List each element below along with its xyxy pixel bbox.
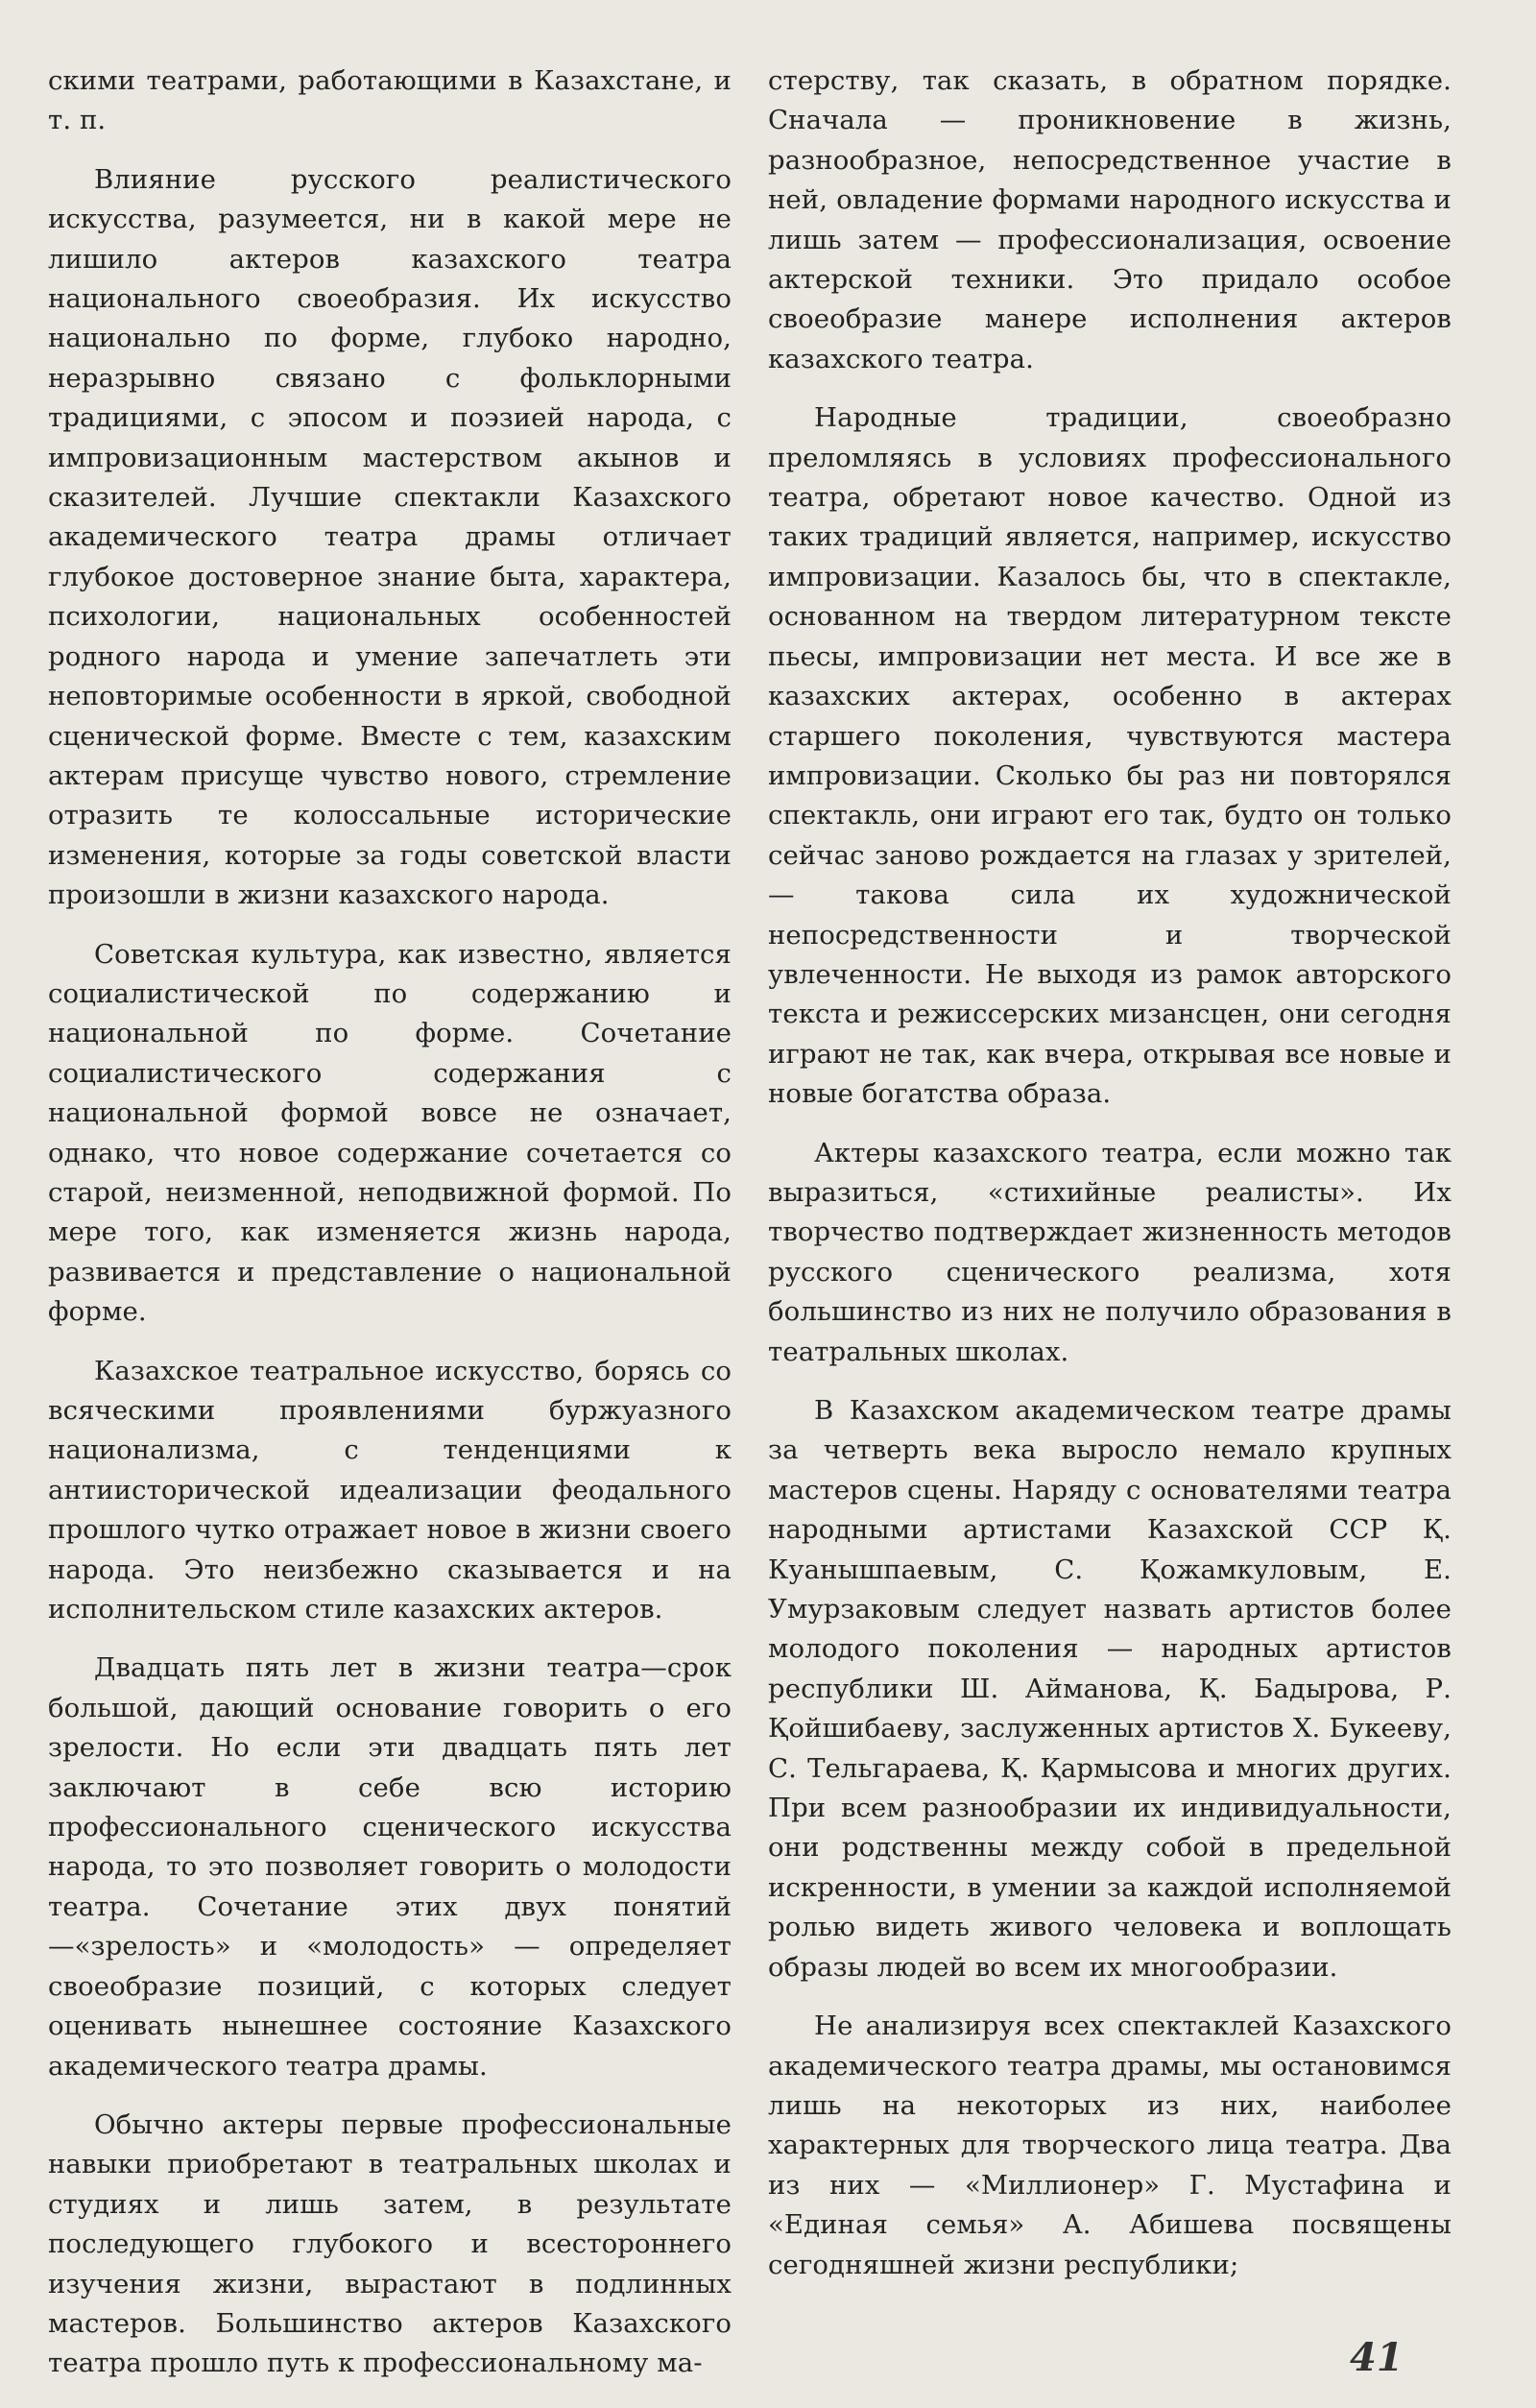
paragraph: Советская культура, как известно, является социалистической по содержанию и национальной по форме. Сочетание социалистического содержания с национальной формой вовсе не означает, однако, что новое содержание сочетается со старой, неизменной, неподвижной формой. По мере того, как изменяется жизнь народа, развивается и представление о национальной форме. [48,938,732,1328]
paragraph: В Казахском академическом театре драмы за четверть века выросло немало крупных мастеров сцены. Наряду с основателями театра народными артистами Казахской ССР Қ. Куанышпаевым, С. Қожамкуловым, Е. Умурзаковым следует назвать артистов более молодого поколения — народных артистов республики Ш. Айманова, Қ. Бадырова, Р. Қойшибаеву, заслуженных артистов Х. Букееву, С. Тельгараева, Қ. Қармысова и многих других. При всем разнообразии их индивидуальности, они родственны между собой в предельной искренности, в умении за каждой исполняемой ролью видеть живого человека и воплощать образы людей во всем их многообразии. [768,1395,1452,1983]
paragraph: Влияние русского реалистического искусства, разумеется, ни в какой мере не лишило актеров казахского театра национального своеобразия. Их искусство национально по форме, глубоко народно, неразрывно связано с фольклорными традициями, с эпосом и поэзией народа, с импровизационным мастерством акынов и сказителей. Лучшие спектакли Казахского академического театра драмы отличает глубокое достоверное знание быта, характера, психологии, национальных особенностей родного народа и умение запечатлеть эти неповторимые особенности в яркой, свободной сценической форме. Вместе с тем, казахским актерам присуще чувство нового, стремление отразить те колоссальные исторические изменения, которые за годы советской власти произошли в жизни казахского народа. [48,163,732,911]
paragraph: Казахское театральное искусство, борясь со всяческими проявлениями буржуазного национализма, с тенденциями к антиисторической идеализации феодального прошлого чутко отражает новое в жизни своего народа. Это неизбежно сказывается и на исполнительском стиле казахских актеров. [48,1355,732,1625]
paragraph: Не анализируя всех спектаклей Казахского академического театра драмы, мы остановимся лишь на некоторых из них, наиболее характерных для творческого лица театра. Два из них — «Миллионер» Г. Мустафина и «Единая семья» А. Абишева посвящены сегодняшней жизни республики; [768,2011,1452,2280]
paragraph: Двадцать пять лет в жизни театра—срок большой, дающий основание говорить о его зрелости. Но если эти двадцать пять лет заключают в себе всю историю профессионального сценического искусства народа, то это позволяет говорить о молодости театра. Сочетание этих двух понятий—«зрелость» и «молодость» — определяет своеобразие позиций, с которых следует оценивать нынешнее состояние Казахского академического театра драмы. [48,1652,732,2082]
paragraph: Обычно актеры первые профессиональные навыки приобретают в театральных школах и студиях и лишь затем, в результате последующего глубокого и всестороннего изучения жизни, вырастают в подлинных мастеров. Большинство актеров Казахского театра прошло путь к профессиональному ма- [48,2108,732,2379]
page-number: 41 [1350,2335,1404,2380]
paragraph-continuation: скими театрами, работающими в Казахстане, и т. п. [48,65,732,136]
paragraph-continuation: стерству, так сказать, в обратном порядке. Сначала — проникновение в жизнь, разнообразное, непосредственное участие в ней, овладение формами народного искусства и лишь затем — профессионализация, освоение актерской техники. Это придало особое своеобразие манере исполнения актеров казахского театра. [768,65,1452,374]
paragraph: Народные традиции, своеобразно преломляясь в условиях профессионального театра, обретают новое качество. Одной из таких традиций является, например, искусство импровизации. Казалось бы, что в спектакле, основанном на твердом литературном тексте пьесы, импровизации нет места. И все же в казахских актерах, особенно в актерах старшего поколения, чувствуются мастера импровизации. Сколько бы раз ни повторялся спектакль, они играют его так, будто он только сейчас заново рождается на глазах у зрителей, — такова сила их художнической непосредственности и творческой увлеченности. Не выходя из рамок авторского текста и режиссерских мизансцен, они сегодня играют не так, как вчера, открывая все новые и новые богатства образа. [768,402,1452,1110]
left-column [48,61,732,2384]
right-column [768,61,1452,2285]
paragraph: Актеры казахского театра, если можно так выразиться, «стихийные реалисты». Их творчество подтверждает жизненность методов русского сценического реализма, хотя большинство из них не получило образования в театральных школах. [768,1137,1452,1367]
